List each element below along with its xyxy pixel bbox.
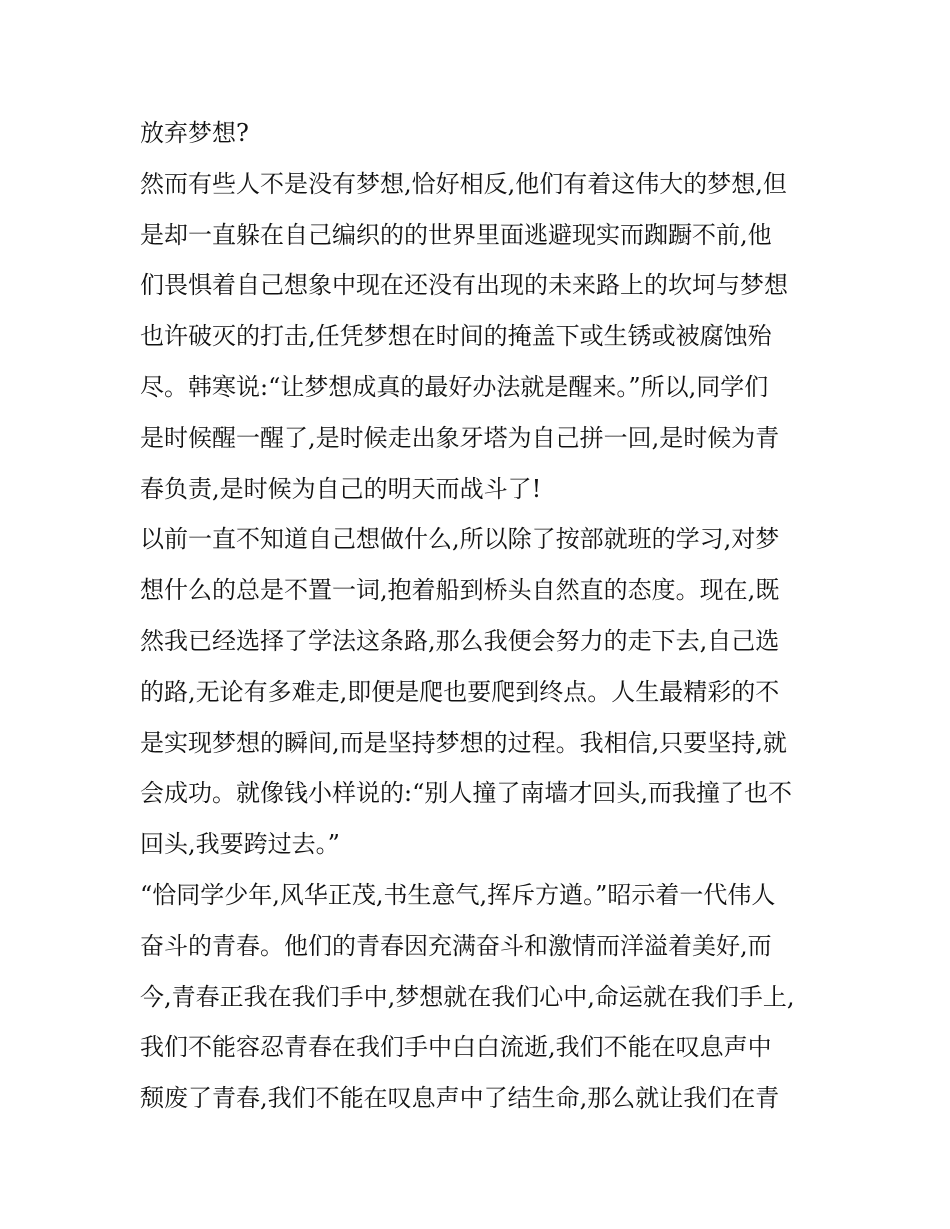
text-line: 是却一直躲在自己编织的的世界里面逃避现实而踟蹰不前,他 — [140, 220, 772, 249]
text-line: 的路,无论有多难走,即便是爬也要爬到终点。人生最精彩的不 — [140, 677, 780, 706]
text-line: 想什么的总是不置一词,抱着船到桥头自然直的态度。现在,既 — [140, 576, 780, 605]
text-line: 以前一直不知道自己想做什么,所以除了按部就班的学习,对梦 — [140, 525, 780, 554]
text-line: 然而有些人不是没有梦想,恰好相反,他们有着这伟大的梦想,但 — [140, 169, 787, 198]
text-line: 回头,我要跨过去。” — [140, 830, 340, 859]
text-line: 颓废了青春,我们不能在叹息声中了结生命,那么就让我们在青 — [140, 1084, 780, 1113]
text-line: 尽。韩寒说:“让梦想成真的最好办法就是醒来。”所以,同学们 — [140, 372, 769, 401]
text-line: 今,青春正我在我们手中,梦想就在我们心中,命运就在我们手上, — [140, 982, 795, 1011]
text-line: 春负责,是时候为自己的明天而战斗了! — [140, 474, 542, 503]
essay-text — [140, 108, 830, 1124]
text-line: “恰同学少年,风华正茂,书生意气,挥斥方遒。”昭示着一代伟人 — [140, 880, 776, 909]
text-line: 是时候醒一醒了,是时候走出象牙塔为自己拼一回,是时候为青 — [140, 423, 780, 452]
text-line: 们畏惧着自己想象中现在还没有出现的未来路上的坎坷与梦想 — [140, 271, 788, 300]
text-line: 放弃梦想? — [140, 119, 249, 147]
text-line: 也许破灭的打击,任凭梦想在时间的掩盖下或生锈或被腐蚀殆 — [140, 322, 772, 351]
text-line: 我们不能容忍青春在我们手中白白流逝,我们不能在叹息声中 — [140, 1033, 772, 1062]
text-line: 会成功。就像钱小样说的:“别人撞了南墙才回头,而我撞了也不 — [140, 779, 792, 808]
text-line: 奋斗的青春。他们的青春因充满奋斗和激情而洋溢着美好,而 — [140, 931, 772, 960]
text-line: 然我已经选择了学法这条路,那么我便会努力的走下去,自己选 — [140, 626, 780, 655]
text-line: 是实现梦想的瞬间,而是坚持梦想的过程。我相信,只要坚持,就 — [140, 728, 787, 757]
